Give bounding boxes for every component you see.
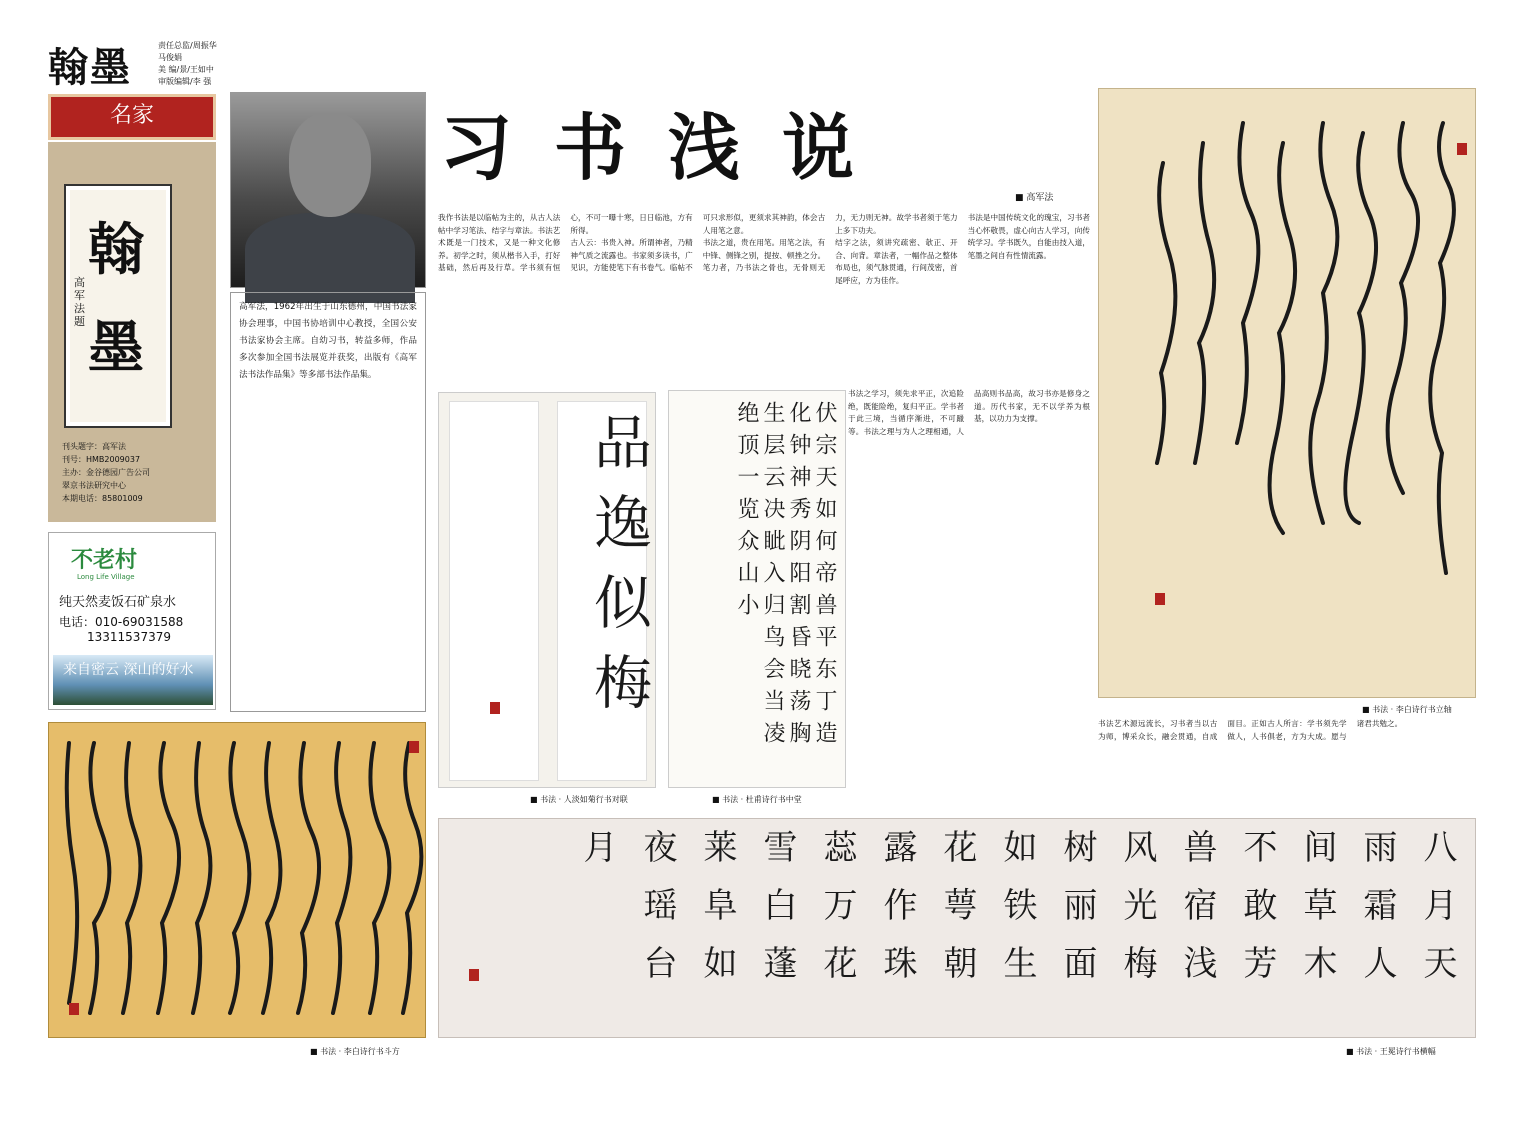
article-end: 书法艺术源远流长，习书者当以古为师，博采众长，融会贯通，自成面目。正如古人所言：学书须先学做人，人书俱老，方为大成。愿与诸君共勉之。 [1098, 719, 1403, 741]
title-info-line: 刊头题字：高军法 [62, 442, 126, 451]
article-paragraph: 书法是中国传统文化的瑰宝，习书者当心怀敬畏，虚心向古人学习，向传统学习。学书既久，自能由技入道，笔墨之间自有性情流露。 [967, 213, 1090, 260]
author-bio: 高军法，1962年出生于山东德州，中国书法家协会理事，中国书协培训中心教授，全国公安书法家协会主席。自幼习书，转益多师，作品多次参加全国书法展览并获奖，出版有《高军法书法作品集》等多部书法作品集。 [230, 292, 426, 712]
calligraphy-doufang [48, 722, 426, 1038]
calligraphy-hanging-scroll [1098, 88, 1476, 698]
portrait-head [289, 113, 371, 217]
article-paragraph: 我作书法是以临帖为主的，从古人法帖中学习笔法、结字与章法。书法艺术既是一门技术，又是一种文化修养。初学之时，须从楷书入手，打好基础，然后再及行草。学书须有恒心，不可一曝十寒，日日临池，方有所得。 [438, 213, 693, 273]
couplet-left-scroll [449, 401, 539, 781]
calligraphy-couplet [438, 392, 656, 788]
caption-work-5: ■ 书法 · 王冕诗行书横幅 [1346, 1047, 1436, 1056]
seal-stamp [1457, 143, 1467, 155]
zhongtang-text: 伏宗天如何帝兽平东丁造化钟神秀阴阳割昏晓荡胸生层云决眦入归鸟会当凌绝顶一览众山小 [734, 401, 837, 753]
article-paragraph: 结字之法，须讲究疏密、欹正、开合、向背。章法者，一幅作品之整体布局也，须气脉贯通，行间茂密，首尾呼应，方为佳作。 [835, 238, 958, 285]
headline: 习书浅说 [440, 106, 897, 190]
author-portrait [230, 92, 426, 288]
caption-work-4: ■ 书法 · 李白诗行书斗方 [310, 1047, 400, 1056]
title-info-line: 翠京书法研究中心 [62, 481, 126, 490]
title-scroll-panel [48, 142, 216, 522]
scroll-char-bottom: 墨 [88, 315, 144, 381]
couplet-right-scroll [557, 401, 652, 781]
ad-brand: 不老村 [71, 548, 138, 573]
masthead-info [158, 40, 238, 88]
masthead-info-line: 美 编/景/王如中 [158, 65, 214, 74]
masthead-info-line: 责任总监/周振华 [158, 41, 217, 50]
couplet-right-text: 品逸似梅 [584, 412, 652, 732]
title-info-line: 本期电话：85801009 [62, 494, 143, 503]
calligraphy-horizontal-scroll [438, 818, 1476, 1038]
byline: ■ 高军法 [1015, 193, 1054, 203]
article-paragraph: 书法之道，贵在用笔。用笔之法，有中锋、侧锋之别，提按、顿挫之分。笔力者，乃书法之骨也，无骨则无力，无力则无神。故学书者须于笔力上多下功夫。 [702, 213, 958, 273]
masthead-info-line: 马俊娟 [158, 53, 182, 62]
ad-phone-1: 电话：010-69031588 [59, 615, 184, 629]
article-body [438, 212, 1090, 384]
seal-stamp [69, 1003, 79, 1015]
seal-stamp [409, 741, 419, 753]
seal-stamp [1155, 593, 1165, 605]
cursive-strokes [1113, 103, 1463, 685]
water-ad[interactable] [48, 532, 216, 710]
caption-work-3: ■ 书法 · 李白诗行书立轴 [1362, 705, 1452, 714]
horizontal-scroll-text: 八月天雨霜人间草木不敢芳兽宿浅风光梅树丽面如铁生花萼朝露作珠蕊万花雪白蓬莱阜如夜瑶台月 [577, 829, 1457, 1003]
scroll-signature: 高军法题 [74, 276, 85, 328]
ad-product: 纯天然麦饭石矿泉水 [59, 595, 177, 610]
seal-stamp [490, 702, 500, 714]
title-info [62, 440, 150, 505]
hanging-scroll-body [1113, 103, 1463, 685]
title-info-line: 主办：金谷德园广告公司 [62, 468, 150, 477]
seal-stamp [469, 969, 479, 981]
calligraphy-zhongtang [668, 390, 846, 788]
section-badge: 名家 [48, 94, 216, 140]
scroll-char-top: 翰 [88, 217, 144, 283]
portrait-body [245, 213, 415, 303]
ad-phone-2: 13311537379 [87, 630, 171, 644]
masthead-title: 翰墨 [48, 44, 132, 91]
title-info-line: 刊号：HMB2009037 [62, 455, 141, 464]
article-continued: 书法之学习，须先求平正，次追险绝，既能险绝，复归平正。学书者于此三境，当循序渐进，不可躐等。书法之理与为人之理相通，人品高则书品高，故习书亦是修身之道。历代书家，无不以学养为根基，以功力为支撑。 [848, 389, 1090, 436]
title-scroll [64, 184, 172, 428]
masthead-info-line: 审版编辑/李 强 [158, 77, 212, 86]
article-paragraph: 古人云：书贵入神。所谓神者，乃精神气质之流露也。书家须多读书，广见识，方能使笔下有书卷气。临帖不可只求形似，更须求其神韵，体会古人用笔之意。 [570, 213, 826, 273]
caption-work-2: ■ 书法 · 杜甫诗行书中堂 [712, 795, 802, 804]
caption-work-1: ■ 书法 · 人淡如菊行书对联 [530, 795, 628, 804]
ad-slogan: 来自密云 深山的好水 [53, 655, 213, 705]
ad-brand-sub: Long Life Village [77, 573, 135, 581]
doufang-strokes [49, 723, 427, 1039]
